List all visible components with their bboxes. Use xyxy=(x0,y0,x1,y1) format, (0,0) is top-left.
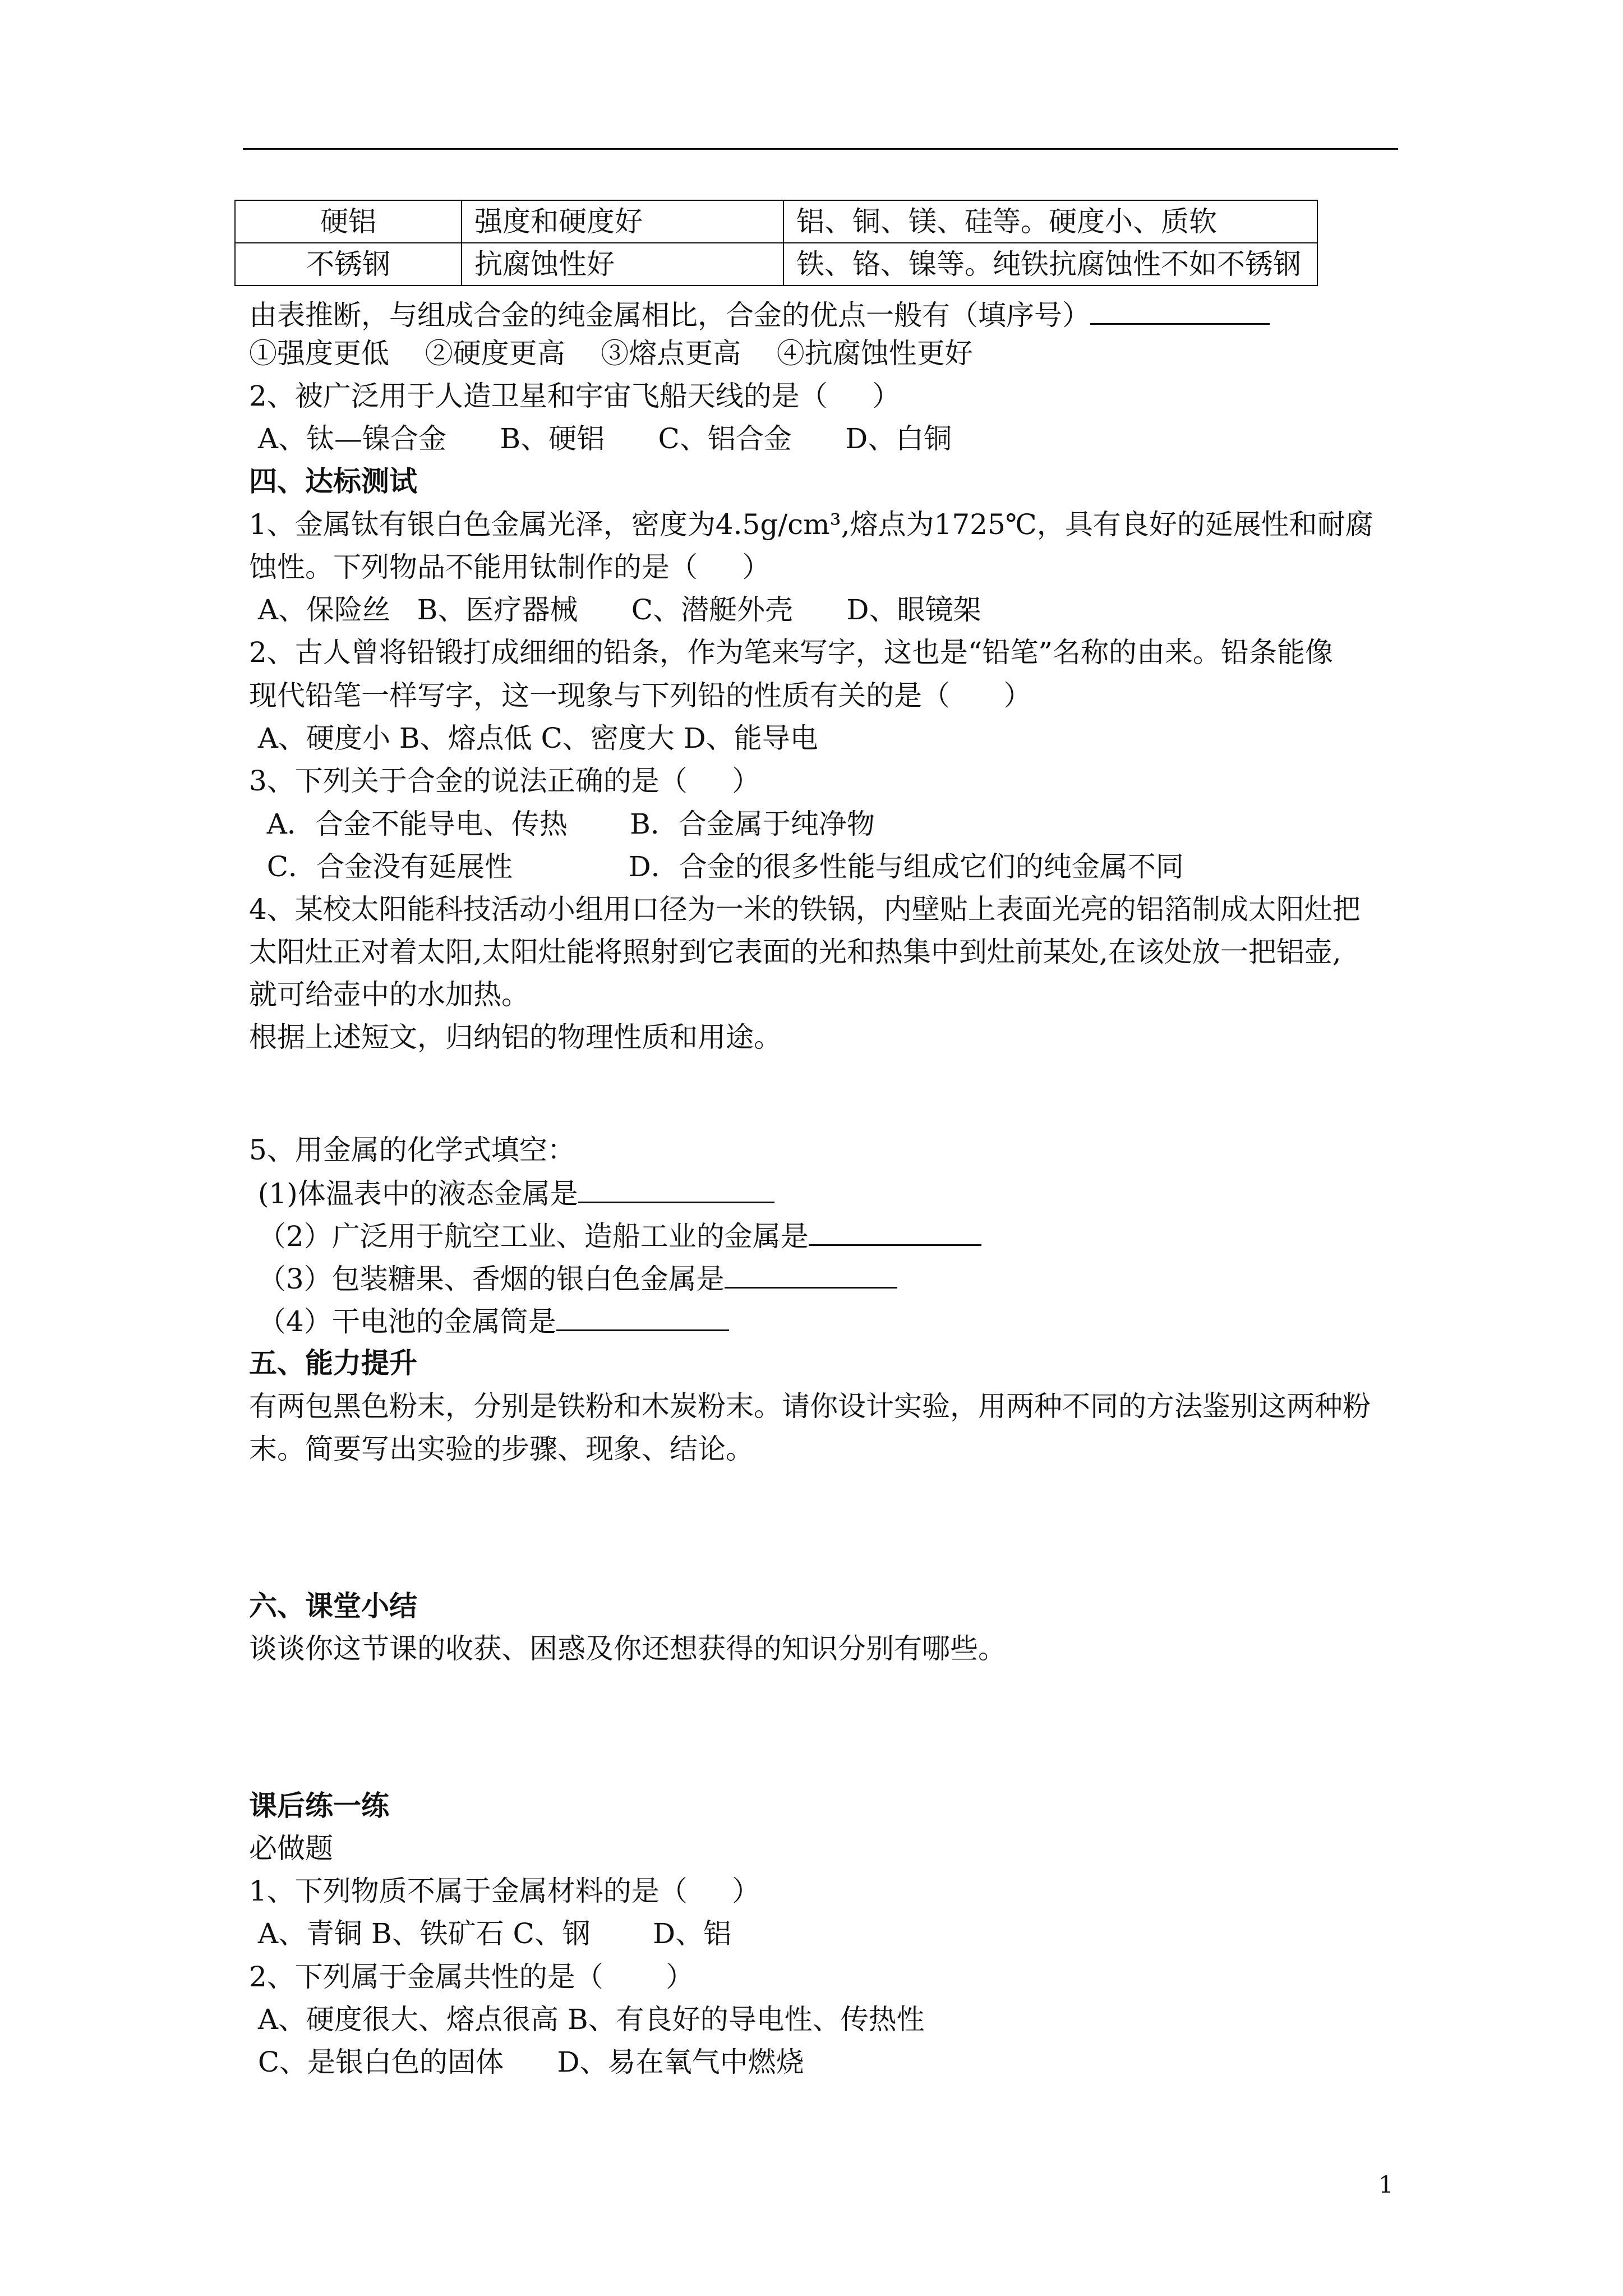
line-text: A、硬度小 B、熔点低 C、密度大 D、能导电 xyxy=(249,722,818,754)
line-text: 3、下列关于合金的说法正确的是（ ） xyxy=(249,765,760,797)
line-text: 五、能力提升 xyxy=(249,1347,417,1379)
header-rule xyxy=(243,148,1398,150)
text-line xyxy=(249,721,818,755)
section-heading xyxy=(249,1789,389,1823)
text-line xyxy=(249,422,952,455)
text-line xyxy=(249,337,973,370)
table-cell: 硬铝 xyxy=(235,200,462,243)
line-text: A．合金不能导电、传热 B．合金属于纯净物 xyxy=(249,808,875,840)
text-line xyxy=(249,764,760,798)
line-text: 1、金属钛有银白色金属光泽，密度为4.5g/cm³,熔点为1725℃，具有良好的延展性和耐腐 xyxy=(249,508,1373,541)
text-line xyxy=(249,892,1361,926)
line-text: 2、古人曾将铅锻打成细细的铅条，作为笔来写字，这也是“铅笔”名称的由来。铅条能像 xyxy=(249,636,1333,669)
section-heading xyxy=(249,1589,417,1623)
table-row xyxy=(235,243,1317,286)
text-line xyxy=(249,1176,774,1211)
text-line xyxy=(249,1632,1006,1665)
line-text: 就可给壶中的水加热。 xyxy=(249,978,529,1011)
line-text: 1、下列物质不属于金属材料的是（ ） xyxy=(249,1875,760,1907)
line-text: (1)体温表中的液态金属是 xyxy=(249,1177,578,1210)
text-line xyxy=(249,850,1184,884)
line-text: 有两包黑色粉末，分别是铁粉和木炭粉末。请你设计实验，用两种不同的方法鉴别这两种粉 xyxy=(249,1390,1371,1423)
line-text: （2）广泛用于航空工业、造船工业的金属是 xyxy=(249,1220,809,1253)
text-line xyxy=(249,297,1270,332)
table-cell: 铝、铜、镁、硅等。硬度小、质软 xyxy=(783,200,1317,243)
section-heading xyxy=(249,1346,417,1380)
table-cell: 强度和硬度好 xyxy=(462,200,783,243)
text-line xyxy=(249,379,900,413)
text-line xyxy=(249,1389,1371,1423)
table-row xyxy=(235,200,1317,243)
line-text: C．合金没有延展性 D．合金的很多性能与组成它们的纯金属不同 xyxy=(249,850,1184,883)
line-text: 5、用金属的化学式填空： xyxy=(249,1134,575,1166)
answer-blank[interactable] xyxy=(1090,297,1270,325)
page-number: 1 xyxy=(1378,2171,1394,2198)
line-text: A、硬度很大、熔点很高 B、有良好的导电性、传热性 xyxy=(249,2003,925,2036)
text-line xyxy=(249,1304,729,1338)
line-text: A、保险丝 B、医疗器械 C、潜艇外壳 D、眼镜架 xyxy=(249,593,981,626)
text-line xyxy=(249,508,1373,541)
text-line xyxy=(249,1020,782,1054)
text-line xyxy=(249,679,1031,712)
answer-blank[interactable] xyxy=(578,1176,774,1203)
line-text: （3）包装糖果、香烟的银白色金属是 xyxy=(249,1263,725,1295)
line-text: 太阳灶正对着太阳,太阳灶能将照射到它表面的光和热集中到灶前某处,在该处放一把铝壶, xyxy=(249,936,1341,968)
text-line xyxy=(249,636,1333,669)
text-line xyxy=(249,1917,731,1950)
line-text: 4、某校太阳能科技活动小组用口径为一米的铁锅，内壁贴上表面光亮的铝箔制成太阳灶把 xyxy=(249,893,1361,926)
text-line xyxy=(249,1960,694,1994)
line-text: ①强度更低 ②硬度更高 ③熔点更高 ④抗腐蚀性更好 xyxy=(249,337,973,370)
text-line xyxy=(249,935,1341,969)
line-text: C、是银白色的固体 D、易在氧气中燃烧 xyxy=(249,2046,804,2078)
line-text: A、青铜 B、铁矿石 C、钢 D、铝 xyxy=(249,1917,732,1950)
line-text: 谈谈你这节课的收获、困惑及你还想获得的知识分别有哪些。 xyxy=(249,1632,1006,1665)
text-line xyxy=(249,2045,804,2079)
answer-blank[interactable] xyxy=(725,1261,897,1289)
line-text: 由表推断，与组成合金的纯金属相比，合金的优点一般有（填序号） xyxy=(249,299,1090,332)
table-cell: 铁、铬、镍等。纯铁抗腐蚀性不如不锈钢 xyxy=(783,243,1317,286)
text-line xyxy=(249,1432,754,1466)
alloy-table xyxy=(234,200,1318,286)
line-text: 四、达标测试 xyxy=(249,465,417,498)
text-line xyxy=(249,1832,333,1865)
line-text: （4）干电池的金属筒是 xyxy=(249,1305,556,1338)
answer-blank[interactable] xyxy=(809,1218,981,1246)
text-line xyxy=(249,1218,981,1253)
line-text: 2、下列属于金属共性的是（ ） xyxy=(249,1961,694,1993)
line-text: 六、课堂小结 xyxy=(249,1590,417,1622)
text-line xyxy=(249,1874,760,1908)
line-text: A、钛—镍合金 B、硬铝 C、铝合金 D、白铜 xyxy=(249,422,952,455)
text-line xyxy=(249,550,770,584)
line-text: 必做题 xyxy=(249,1832,333,1865)
line-text: 课后练一练 xyxy=(249,1789,389,1822)
line-text: 末。简要写出实验的步骤、现象、结论。 xyxy=(249,1433,754,1465)
table-cell: 不锈钢 xyxy=(235,243,462,286)
table-cell: 抗腐蚀性好 xyxy=(462,243,783,286)
text-line xyxy=(249,1133,575,1167)
line-text: 根据上述短文，归纳铝的物理性质和用途。 xyxy=(249,1021,782,1053)
line-text: 现代铅笔一样写字，这一现象与下列铅的性质有关的是（ ） xyxy=(249,679,1032,712)
text-line xyxy=(249,807,875,841)
text-line xyxy=(249,978,529,1011)
section-heading xyxy=(249,464,417,498)
line-text: 2、被广泛用于人造卫星和宇宙飞船天线的是（ ） xyxy=(249,380,901,412)
line-text: 蚀性。下列物品不能用钛制作的是（ ） xyxy=(249,551,771,583)
text-line xyxy=(249,593,981,627)
answer-blank[interactable] xyxy=(556,1304,729,1331)
text-line xyxy=(249,2003,925,2036)
text-line xyxy=(249,1261,897,1296)
